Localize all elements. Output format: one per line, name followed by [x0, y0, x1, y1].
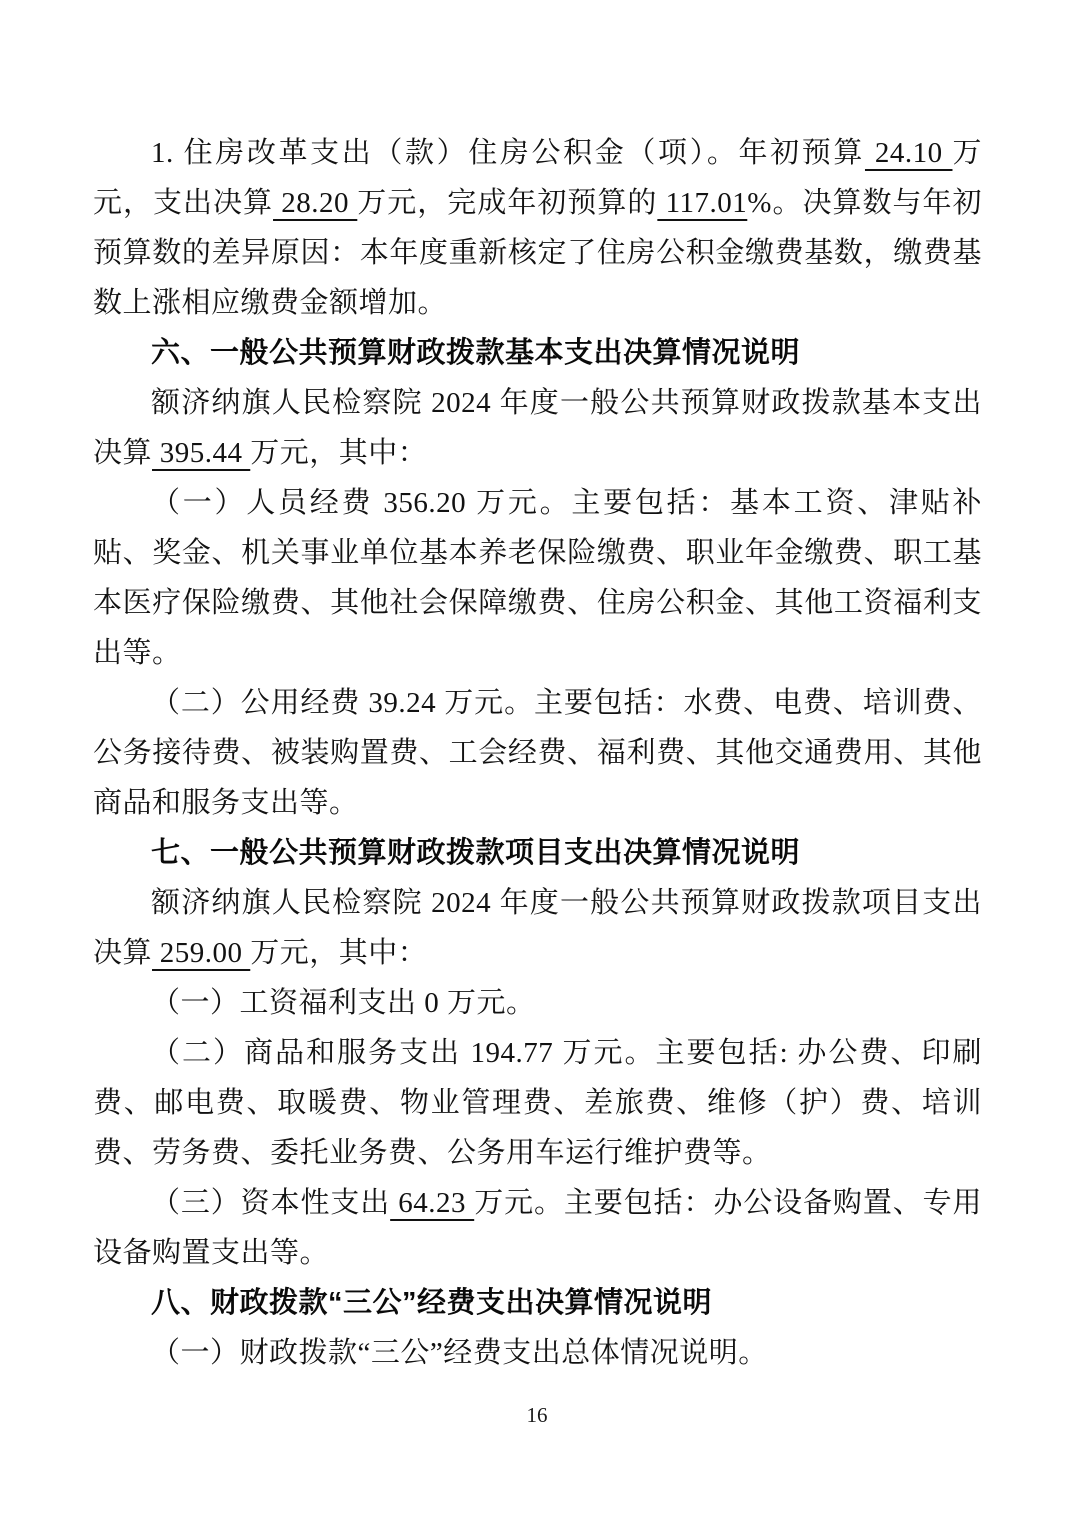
- text-run: 万元，完成年初预算的: [357, 187, 658, 219]
- paragraph: [93, 1178, 982, 1278]
- text-run: （一）财政拨款“三公”经费支出总体情况说明。: [151, 1337, 768, 1369]
- section-heading: [93, 828, 982, 878]
- text-run: （一）人员经费 356.20 万元。主要包括：基本工资、津贴补贴、奖金、机关事业单位基本养老保险缴费、职业年金缴费、职工基本医疗保险缴费、其他社会保障缴费、住房公积金、其他工资福利支出等。: [93, 487, 982, 669]
- document-body: [93, 128, 982, 1378]
- section-heading: [93, 328, 982, 378]
- section-heading: [93, 1278, 982, 1328]
- text-run: 万元，其中：: [250, 437, 428, 469]
- text-run: （二）公用经费 39.24 万元。主要包括：水费、电费、培训费、公务接待费、被装购置费、工会经费、福利费、其他交通费用、其他商品和服务支出等。: [93, 687, 982, 819]
- underlined-value: 395.44: [152, 437, 251, 469]
- text-run: 万元。主要包括：办公设备购置、专用设备购置支出等。: [93, 1187, 982, 1269]
- underlined-value: 259.00: [152, 937, 251, 969]
- underlined-value: 24.10: [864, 137, 953, 169]
- text-run: %。决算数与年初预算数的差异原因：本年度重新核定了住房公积金缴费基数，缴费基数上涨相应缴费金额增加。: [93, 187, 982, 319]
- paragraph: [93, 1028, 982, 1178]
- text-run: 万元，其中：: [250, 937, 428, 969]
- text-run: 六、一般公共预算财政拨款基本支出决算情况说明: [151, 337, 801, 369]
- paragraph: [93, 478, 982, 678]
- underlined-value: 64.23: [390, 1187, 475, 1219]
- text-run: 七、一般公共预算财政拨款项目支出决算情况说明: [151, 837, 801, 869]
- underlined-value: 117.01: [657, 187, 748, 219]
- paragraph: [93, 878, 982, 978]
- paragraph: [93, 978, 982, 1028]
- text-run: 八、财政拨款“三公”经费支出决算情况说明: [151, 1287, 713, 1319]
- text-run: （三）资本性支出: [151, 1187, 391, 1219]
- paragraph: [93, 128, 982, 328]
- paragraph: [93, 378, 982, 478]
- text-run: 1. 住房改革支出（款）住房公积金（项）。年初预算: [151, 137, 865, 169]
- text-run: 额济纳旗人民检察院 2024 年度一般公共预算财政拨款基本支出决算: [93, 387, 982, 469]
- underlined-value: 28.20: [273, 187, 358, 219]
- paragraph: [93, 1328, 982, 1378]
- page-number: 16: [526, 1403, 548, 1427]
- text-run: （二）商品和服务支出 194.77 万元。主要包括: 办公费、印刷费、邮电费、取暖费、物业管理费、差旅费、维修（护）费、培训费、劳务费、委托业务费、公务用车运行维护费等。: [93, 1037, 982, 1169]
- text-run: 万元，支出决算: [93, 137, 982, 219]
- text-run: 额济纳旗人民检察院 2024 年度一般公共预算财政拨款项目支出决算: [93, 887, 982, 969]
- text-run: （一）工资福利支出 0 万元。: [151, 987, 536, 1019]
- paragraph: [93, 678, 982, 828]
